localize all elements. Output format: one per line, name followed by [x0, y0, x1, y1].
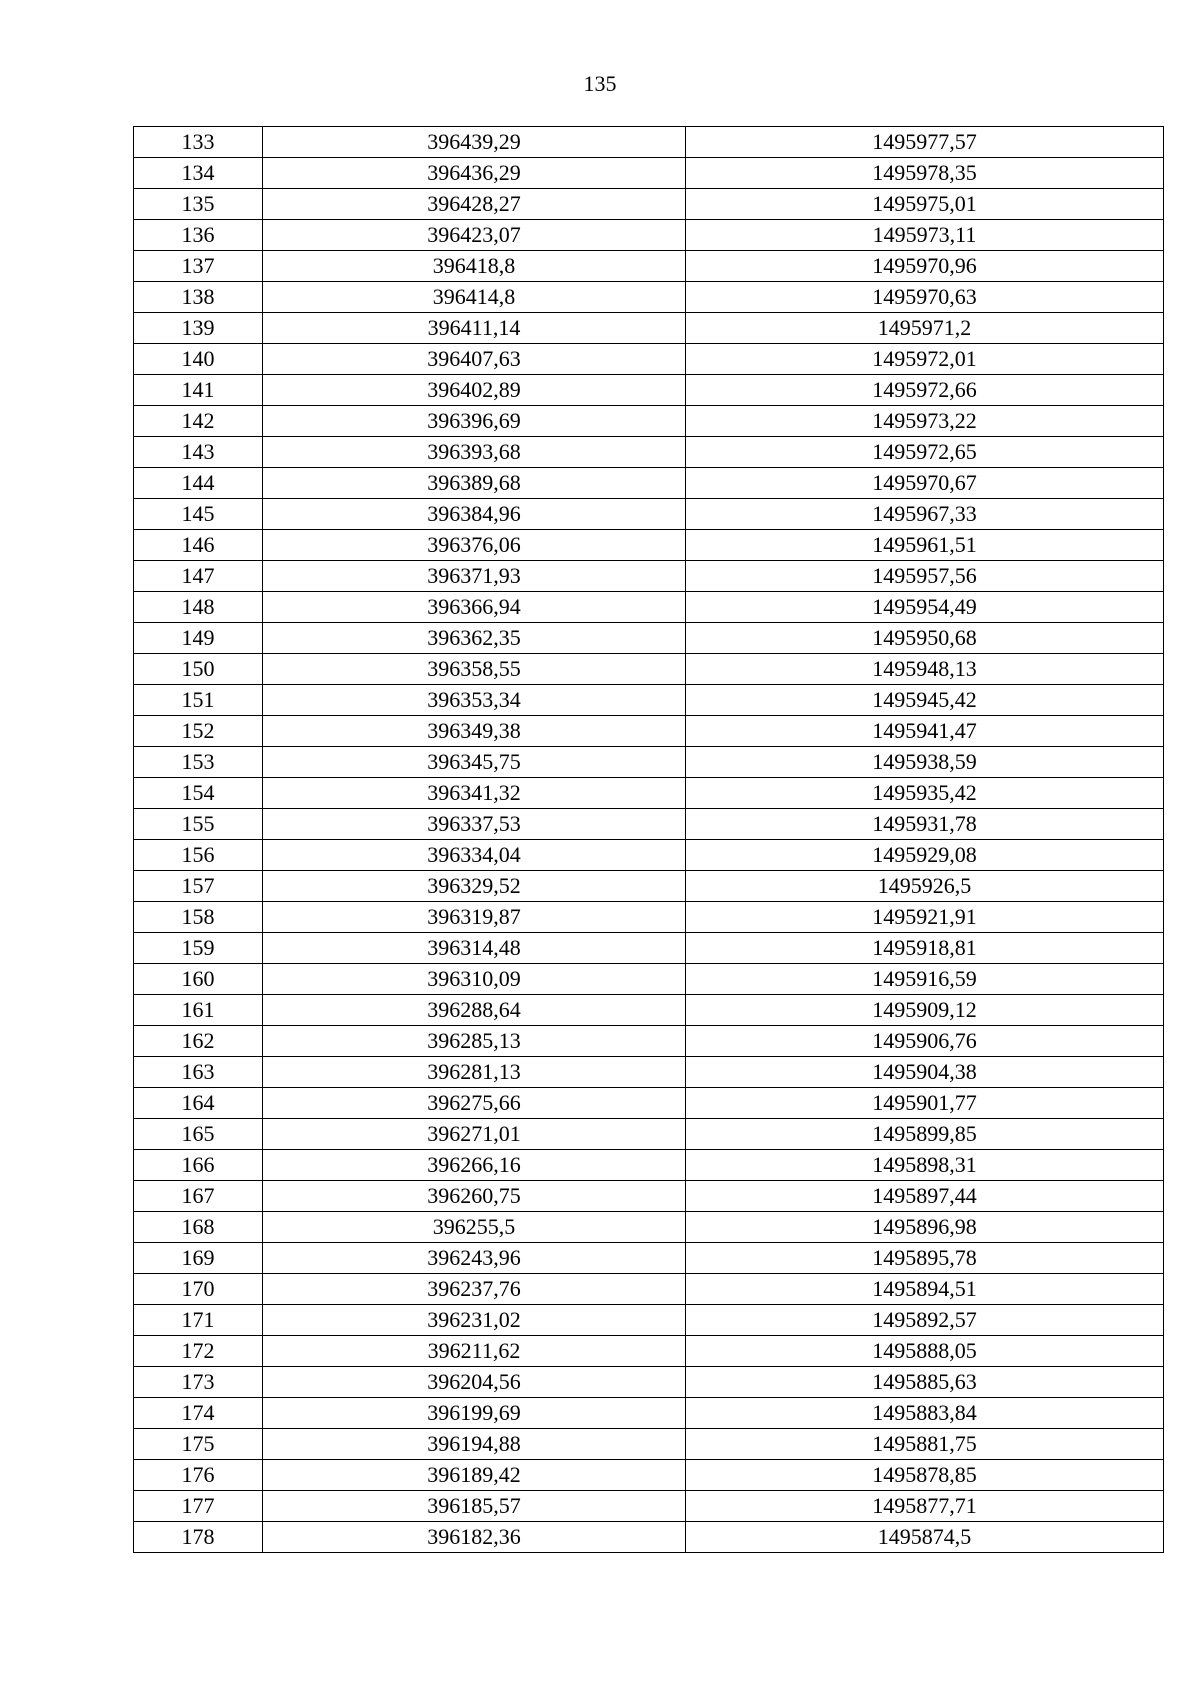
x-coordinate-cell: 396393,68 — [263, 437, 686, 468]
y-coordinate-cell: 1495967,33 — [686, 499, 1164, 530]
table-row — [134, 437, 1164, 468]
y-coordinate-cell: 1495895,78 — [686, 1243, 1164, 1274]
y-coordinate-cell: 1495883,84 — [686, 1398, 1164, 1429]
y-coordinate-cell: 1495929,08 — [686, 840, 1164, 871]
x-coordinate-cell: 396349,38 — [263, 716, 686, 747]
table-row — [134, 1305, 1164, 1336]
coordinates-table — [133, 126, 1164, 1553]
point-number-cell: 164 — [134, 1088, 263, 1119]
table-row — [134, 499, 1164, 530]
y-coordinate-cell: 1495931,78 — [686, 809, 1164, 840]
point-number-cell: 137 — [134, 251, 263, 282]
y-coordinate-cell: 1495892,57 — [686, 1305, 1164, 1336]
table-row — [134, 1088, 1164, 1119]
point-number-cell: 155 — [134, 809, 263, 840]
x-coordinate-cell: 396439,29 — [263, 127, 686, 158]
y-coordinate-cell: 1495935,42 — [686, 778, 1164, 809]
x-coordinate-cell: 396260,75 — [263, 1181, 686, 1212]
x-coordinate-cell: 396314,48 — [263, 933, 686, 964]
x-coordinate-cell: 396266,16 — [263, 1150, 686, 1181]
x-coordinate-cell: 396281,13 — [263, 1057, 686, 1088]
point-number-cell: 149 — [134, 623, 263, 654]
point-number-cell: 145 — [134, 499, 263, 530]
y-coordinate-cell: 1495888,05 — [686, 1336, 1164, 1367]
table-row — [134, 344, 1164, 375]
point-number-cell: 159 — [134, 933, 263, 964]
x-coordinate-cell: 396231,02 — [263, 1305, 686, 1336]
table-row — [134, 1491, 1164, 1522]
x-coordinate-cell: 396414,8 — [263, 282, 686, 313]
table-row — [134, 654, 1164, 685]
table-row — [134, 902, 1164, 933]
y-coordinate-cell: 1495972,66 — [686, 375, 1164, 406]
y-coordinate-cell: 1495954,49 — [686, 592, 1164, 623]
x-coordinate-cell: 396211,62 — [263, 1336, 686, 1367]
point-number-cell: 134 — [134, 158, 263, 189]
point-number-cell: 171 — [134, 1305, 263, 1336]
x-coordinate-cell: 396411,14 — [263, 313, 686, 344]
x-coordinate-cell: 396337,53 — [263, 809, 686, 840]
point-number-cell: 158 — [134, 902, 263, 933]
point-number-cell: 140 — [134, 344, 263, 375]
y-coordinate-cell: 1495899,85 — [686, 1119, 1164, 1150]
table-row — [134, 220, 1164, 251]
y-coordinate-cell: 1495881,75 — [686, 1429, 1164, 1460]
x-coordinate-cell: 396353,34 — [263, 685, 686, 716]
y-coordinate-cell: 1495975,01 — [686, 189, 1164, 220]
table-row — [134, 1336, 1164, 1367]
table-row — [134, 1119, 1164, 1150]
x-coordinate-cell: 396396,69 — [263, 406, 686, 437]
point-number-cell: 161 — [134, 995, 263, 1026]
table-row — [134, 623, 1164, 654]
point-number-cell: 144 — [134, 468, 263, 499]
table-row — [134, 313, 1164, 344]
point-number-cell: 147 — [134, 561, 263, 592]
x-coordinate-cell: 396199,69 — [263, 1398, 686, 1429]
table-row — [134, 1243, 1164, 1274]
table-row — [134, 530, 1164, 561]
x-coordinate-cell: 396366,94 — [263, 592, 686, 623]
table-row — [134, 251, 1164, 282]
y-coordinate-cell: 1495970,96 — [686, 251, 1164, 282]
point-number-cell: 139 — [134, 313, 263, 344]
table-row — [134, 1150, 1164, 1181]
y-coordinate-cell: 1495918,81 — [686, 933, 1164, 964]
y-coordinate-cell: 1495897,44 — [686, 1181, 1164, 1212]
x-coordinate-cell: 396423,07 — [263, 220, 686, 251]
table-row — [134, 1212, 1164, 1243]
point-number-cell: 153 — [134, 747, 263, 778]
table-row — [134, 1522, 1164, 1553]
y-coordinate-cell: 1495970,63 — [686, 282, 1164, 313]
x-coordinate-cell: 396345,75 — [263, 747, 686, 778]
table-row — [134, 778, 1164, 809]
point-number-cell: 172 — [134, 1336, 263, 1367]
table-row — [134, 964, 1164, 995]
y-coordinate-cell: 1495973,22 — [686, 406, 1164, 437]
y-coordinate-cell: 1495878,85 — [686, 1460, 1164, 1491]
table-row — [134, 282, 1164, 313]
point-number-cell: 170 — [134, 1274, 263, 1305]
x-coordinate-cell: 396341,32 — [263, 778, 686, 809]
y-coordinate-cell: 1495909,12 — [686, 995, 1164, 1026]
point-number-cell: 165 — [134, 1119, 263, 1150]
x-coordinate-cell: 396329,52 — [263, 871, 686, 902]
table-row — [134, 1429, 1164, 1460]
x-coordinate-cell: 396288,64 — [263, 995, 686, 1026]
table-row — [134, 561, 1164, 592]
table-row — [134, 375, 1164, 406]
y-coordinate-cell: 1495904,38 — [686, 1057, 1164, 1088]
table-row — [134, 995, 1164, 1026]
x-coordinate-cell: 396237,76 — [263, 1274, 686, 1305]
point-number-cell: 143 — [134, 437, 263, 468]
y-coordinate-cell: 1495978,35 — [686, 158, 1164, 189]
table-row — [134, 840, 1164, 871]
point-number-cell: 157 — [134, 871, 263, 902]
table-row — [134, 1274, 1164, 1305]
point-number-cell: 173 — [134, 1367, 263, 1398]
y-coordinate-cell: 1495970,67 — [686, 468, 1164, 499]
point-number-cell: 136 — [134, 220, 263, 251]
y-coordinate-cell: 1495938,59 — [686, 747, 1164, 778]
point-number-cell: 138 — [134, 282, 263, 313]
table-row — [134, 871, 1164, 902]
table-row — [134, 747, 1164, 778]
y-coordinate-cell: 1495901,77 — [686, 1088, 1164, 1119]
table-row — [134, 685, 1164, 716]
point-number-cell: 133 — [134, 127, 263, 158]
x-coordinate-cell: 396389,68 — [263, 468, 686, 499]
point-number-cell: 174 — [134, 1398, 263, 1429]
point-number-cell: 146 — [134, 530, 263, 561]
x-coordinate-cell: 396285,13 — [263, 1026, 686, 1057]
point-number-cell: 150 — [134, 654, 263, 685]
point-number-cell: 160 — [134, 964, 263, 995]
point-number-cell: 163 — [134, 1057, 263, 1088]
table-row — [134, 809, 1164, 840]
table-row — [134, 716, 1164, 747]
x-coordinate-cell: 396243,96 — [263, 1243, 686, 1274]
y-coordinate-cell: 1495896,98 — [686, 1212, 1164, 1243]
table-row — [134, 1026, 1164, 1057]
x-coordinate-cell: 396255,5 — [263, 1212, 686, 1243]
x-coordinate-cell: 396407,63 — [263, 344, 686, 375]
point-number-cell: 135 — [134, 189, 263, 220]
coordinates-table-body — [134, 127, 1164, 1553]
y-coordinate-cell: 1495874,5 — [686, 1522, 1164, 1553]
x-coordinate-cell: 396402,89 — [263, 375, 686, 406]
point-number-cell: 178 — [134, 1522, 263, 1553]
table-row — [134, 933, 1164, 964]
x-coordinate-cell: 396418,8 — [263, 251, 686, 282]
page-number: 135 — [583, 71, 617, 96]
y-coordinate-cell: 1495961,51 — [686, 530, 1164, 561]
x-coordinate-cell: 396334,04 — [263, 840, 686, 871]
x-coordinate-cell: 396358,55 — [263, 654, 686, 685]
y-coordinate-cell: 1495921,91 — [686, 902, 1164, 933]
x-coordinate-cell: 396362,35 — [263, 623, 686, 654]
point-number-cell: 168 — [134, 1212, 263, 1243]
y-coordinate-cell: 1495898,31 — [686, 1150, 1164, 1181]
x-coordinate-cell: 396189,42 — [263, 1460, 686, 1491]
x-coordinate-cell: 396376,06 — [263, 530, 686, 561]
point-number-cell: 151 — [134, 685, 263, 716]
y-coordinate-cell: 1495894,51 — [686, 1274, 1164, 1305]
y-coordinate-cell: 1495948,13 — [686, 654, 1164, 685]
x-coordinate-cell: 396185,57 — [263, 1491, 686, 1522]
table-row — [134, 406, 1164, 437]
x-coordinate-cell: 396310,09 — [263, 964, 686, 995]
y-coordinate-cell: 1495971,2 — [686, 313, 1164, 344]
table-row — [134, 468, 1164, 499]
y-coordinate-cell: 1495926,5 — [686, 871, 1164, 902]
y-coordinate-cell: 1495972,65 — [686, 437, 1164, 468]
y-coordinate-cell: 1495877,71 — [686, 1491, 1164, 1522]
x-coordinate-cell: 396436,29 — [263, 158, 686, 189]
table-row — [134, 189, 1164, 220]
point-number-cell: 152 — [134, 716, 263, 747]
x-coordinate-cell: 396428,27 — [263, 189, 686, 220]
x-coordinate-cell: 396204,56 — [263, 1367, 686, 1398]
table-row — [134, 1367, 1164, 1398]
x-coordinate-cell: 396182,36 — [263, 1522, 686, 1553]
point-number-cell: 175 — [134, 1429, 263, 1460]
y-coordinate-cell: 1495885,63 — [686, 1367, 1164, 1398]
y-coordinate-cell: 1495945,42 — [686, 685, 1164, 716]
point-number-cell: 148 — [134, 592, 263, 623]
table-row — [134, 1057, 1164, 1088]
y-coordinate-cell: 1495906,76 — [686, 1026, 1164, 1057]
y-coordinate-cell: 1495973,11 — [686, 220, 1164, 251]
y-coordinate-cell: 1495972,01 — [686, 344, 1164, 375]
x-coordinate-cell: 396371,93 — [263, 561, 686, 592]
table-row — [134, 1398, 1164, 1429]
point-number-cell: 166 — [134, 1150, 263, 1181]
y-coordinate-cell: 1495950,68 — [686, 623, 1164, 654]
point-number-cell: 169 — [134, 1243, 263, 1274]
point-number-cell: 154 — [134, 778, 263, 809]
y-coordinate-cell: 1495916,59 — [686, 964, 1164, 995]
point-number-cell: 176 — [134, 1460, 263, 1491]
y-coordinate-cell: 1495957,56 — [686, 561, 1164, 592]
point-number-cell: 142 — [134, 406, 263, 437]
x-coordinate-cell: 396319,87 — [263, 902, 686, 933]
table-row — [134, 1181, 1164, 1212]
point-number-cell: 141 — [134, 375, 263, 406]
point-number-cell: 156 — [134, 840, 263, 871]
point-number-cell: 177 — [134, 1491, 263, 1522]
x-coordinate-cell: 396275,66 — [263, 1088, 686, 1119]
x-coordinate-cell: 396194,88 — [263, 1429, 686, 1460]
table-row — [134, 1460, 1164, 1491]
table-row — [134, 158, 1164, 189]
table-row — [134, 127, 1164, 158]
point-number-cell: 162 — [134, 1026, 263, 1057]
y-coordinate-cell: 1495977,57 — [686, 127, 1164, 158]
point-number-cell: 167 — [134, 1181, 263, 1212]
table-row — [134, 592, 1164, 623]
y-coordinate-cell: 1495941,47 — [686, 716, 1164, 747]
x-coordinate-cell: 396271,01 — [263, 1119, 686, 1150]
x-coordinate-cell: 396384,96 — [263, 499, 686, 530]
